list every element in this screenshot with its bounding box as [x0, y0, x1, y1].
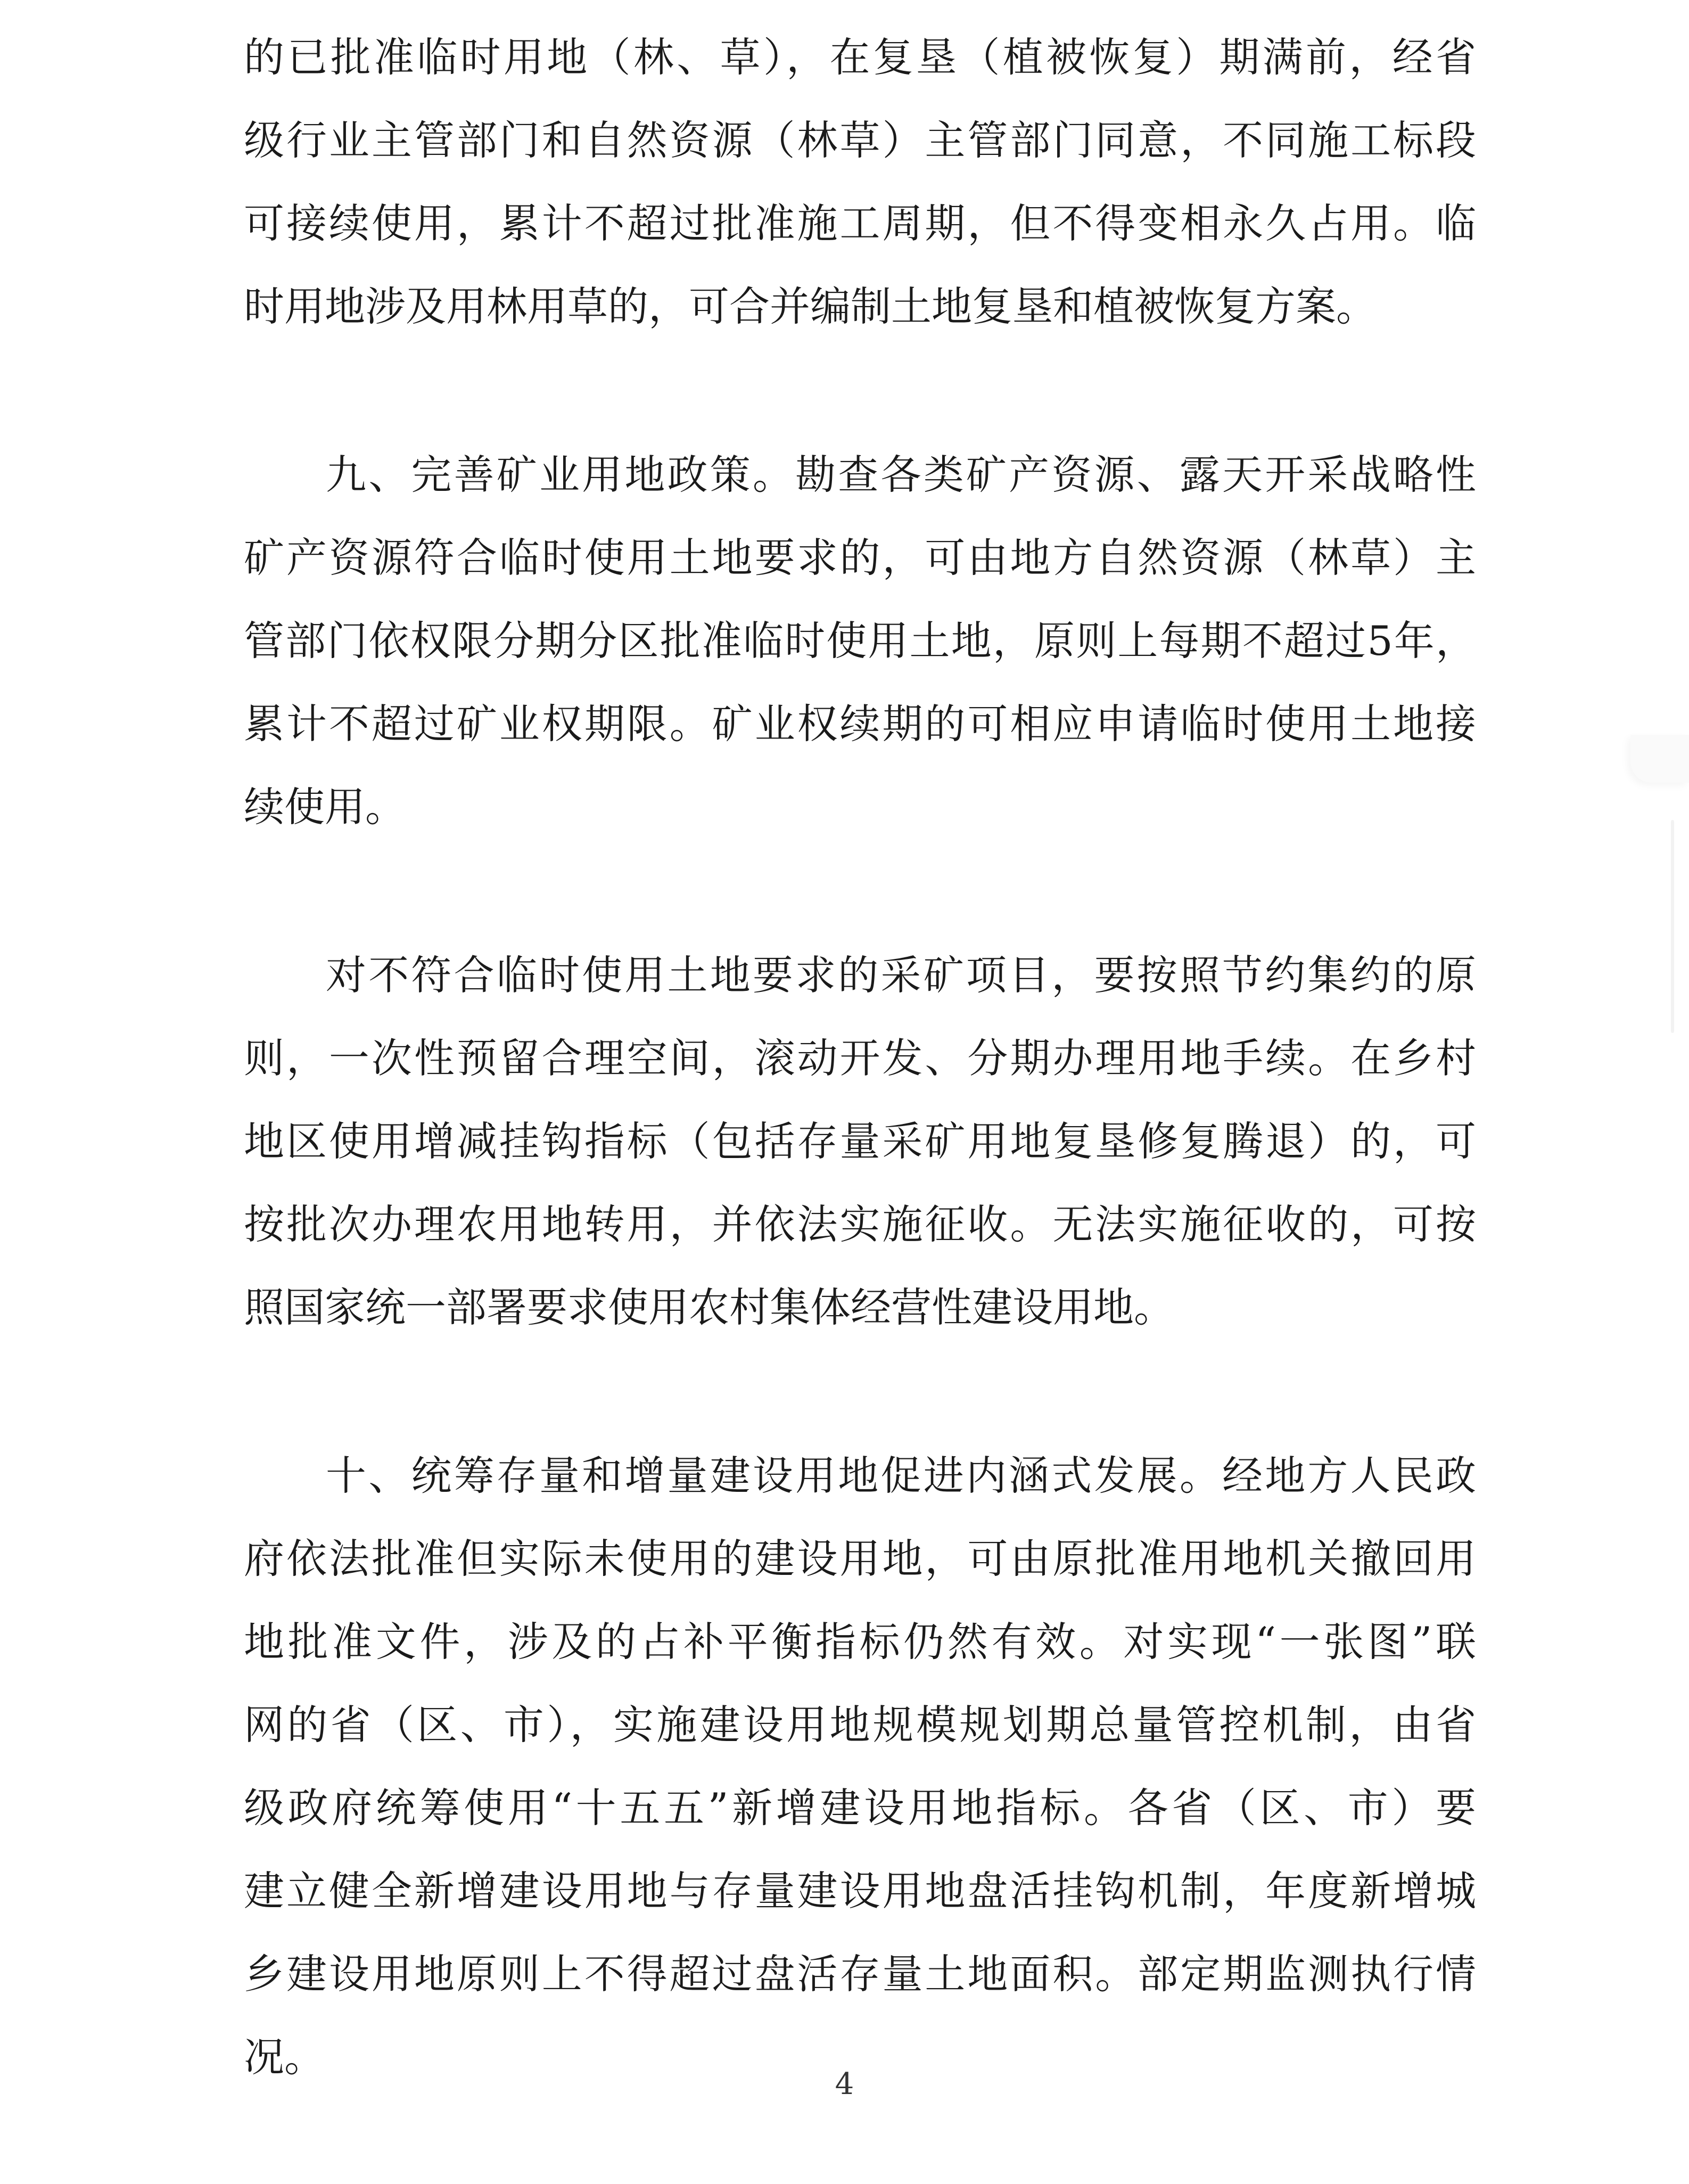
- text-line: 地批准文件，涉及的占补平衡指标仍然有效。对实现“一张图”联: [244, 1618, 1476, 1665]
- text-line: 九、完善矿业用地政策。勘查各类矿产资源、露天开采战略性: [326, 451, 1476, 498]
- text-line: 则，一次性预留合理空间，滚动开发、分期办理用地手续。在乡村: [244, 1034, 1476, 1082]
- text-line: 的已批准临时用地（林、草），在复垦（植被恢复）期满前，经省: [244, 34, 1476, 81]
- scrollbar[interactable]: [1671, 820, 1674, 1033]
- text-line: 时用地涉及用林用草的，可合并编制土地复垦和植被恢复方案。: [244, 283, 1377, 330]
- text-line: 乡建设用地原则上不得超过盘活存量土地面积。部定期监测执行情: [244, 1950, 1476, 1998]
- text-line: 对不符合临时使用土地要求的采矿项目，要按照节约集约的原: [326, 951, 1476, 999]
- text-line: 累计不超过矿业权期限。矿业权续期的可相应申请临时使用土地接: [244, 700, 1476, 748]
- text-line: 按批次办理农用地转用，并依法实施征收。无法实施征收的，可按: [244, 1201, 1476, 1248]
- floating-panel-handle[interactable]: [1630, 735, 1689, 783]
- text-line: 级行业主管部门和自然资源（林草）主管部门同意，不同施工标段: [244, 117, 1476, 164]
- text-line: 级政府统筹使用“十五五”新增建设用地指标。各省（区、市）要: [244, 1784, 1476, 1832]
- text-line: 可接续使用，累计不超过批准施工周期，但不得变相永久占用。临: [244, 200, 1476, 247]
- text-line: 照国家统一部署要求使用农村集体经营性建设用地。: [244, 1284, 1174, 1331]
- text-line: 府依法批准但实际未使用的建设用地，可由原批准用地机关撤回用: [244, 1535, 1476, 1582]
- text-line: 况。: [244, 2033, 325, 2081]
- text-line: 网的省（区、市），实施建设用地规模规划期总量管控机制，由省: [244, 1701, 1476, 1748]
- text-line: 地区使用增减挂钩指标（包括存量采矿用地复垦修复腾退）的，可: [244, 1118, 1476, 1165]
- paragraph-item-nine-mining-land: [244, 433, 1476, 849]
- text-line: 续使用。: [244, 783, 406, 831]
- text-line: 矿产资源符合临时使用土地要求的，可由地方自然资源（林草）主: [244, 534, 1476, 581]
- paragraph-item-ten-construction-land: [244, 1434, 1476, 2099]
- paragraph-non-conforming-mining: [244, 934, 1476, 1349]
- text-line: 建立健全新增建设用地与存量建设用地盘活挂钩机制，年度新增城: [244, 1867, 1476, 1915]
- text-line: 十、统筹存量和增量建设用地促进内涵式发展。经地方人民政: [326, 1452, 1476, 1499]
- paragraph-temporary-land-continuation: [244, 16, 1476, 348]
- text-line: 管部门依权限分期分区批准临时使用土地，原则上每期不超过5年，: [244, 617, 1476, 664]
- document-body: [244, 16, 1476, 2184]
- page-number: 4: [835, 2067, 854, 2101]
